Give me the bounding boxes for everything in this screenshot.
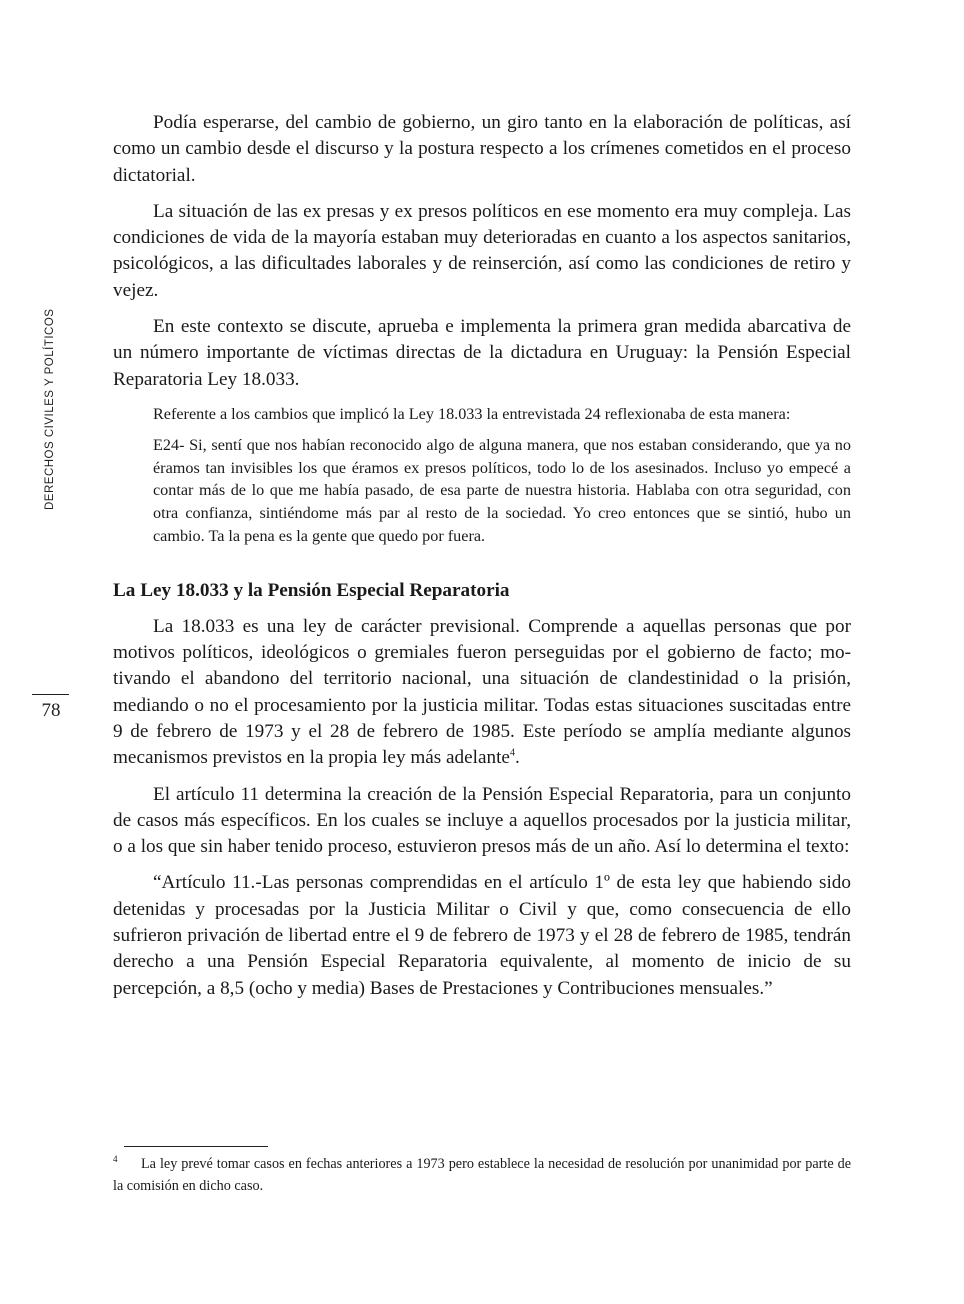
section-paragraph-1 [113, 614, 851, 772]
paragraph-3: En este contexto se discute, aprueba e implementa la primera gran medida abarcativa de un número importante de víctimas directas de la dictadura en Uruguay: la Pensión Especial Reparatoria Ley 18.033. [113, 316, 851, 390]
quote-intro: Referente a los cambios que implicó la Ley 18.033 la entrevistada 24 reflexionaba de esta manera: [153, 404, 791, 423]
footnote-rule [124, 1146, 268, 1147]
section-paragraph-3: “Artículo 11.-Las personas comprendidas en el artículo 1º de esta ley que habiendo sido detenidas y procesadas por la Justicia Militar o Civil y que, como consecuencia de ello sufrieron privación de libertad entre el 9 de febrero de 1973 y el 28 de febrero de 1985, tendrán derecho a una Pensión Especial Reparatoria equivalente, al momento de inicio de su percepción, a 8,5 (ocho y media) Bases de Prestaciones y Contribuciones mensuales.” [113, 872, 851, 999]
interview-quote-block [113, 403, 851, 548]
footnote-reference[interactable]: 4 [509, 747, 515, 759]
paragraph-2: La situación de las ex presas y ex presos políticos en ese momento era muy compleja. Las condiciones de vida de la mayoría estaban muy deterioradas en cuanto a los aspectos sanitarios, psicológicos, a las dificultades laborales y de reinserción, así como las condiciones de retiro y vejez. [113, 200, 851, 301]
footnote-text: La ley prevé tomar casos en fechas anteriores a 1973 pero establece la necesidad de resolución por unanimidad por parte de la comisión en dicho caso. [113, 1156, 851, 1194]
quote-text: E24- Si, sentí que nos habían reconocido algo de alguna manera, que nos estaban considerando, que ya no éramos tan invisibles los que éramos ex presos políticos, todo lo de los asesinados. Incluso yo empecé a contar más de lo que me había pasado, de esa parte de nuestra historia. Hablaba con otra seguridad, con otra confianza, sintiéndome más par al resto de la sociedad. Yo creo entonces que se sintió, hubo un cambio. Ta la pena es la gente que quedo por fuera. [153, 435, 851, 545]
section-heading: La Ley 18.033 y la Pensión Especial Reparatoria [113, 579, 510, 601]
paragraph-1: Podía esperarse, del cambio de gobierno, un giro tanto en la elaboración de políticas, así como un cambio desde el discurso y la postura respecto a los crímenes cometidos en el proceso dictatorial. [113, 112, 851, 186]
section-paragraph-2: El artículo 11 determina la creación de la Pensión Especial Reparatoria, para un conjunto de casos más específicos. En los cuales se incluye a aquellos procesados por la justicia militar, o a los que sin haber tenido proceso, estuvieron presos más de un año. Así lo determina el texto: [113, 783, 851, 858]
page-number: 78 [41, 700, 61, 721]
section-paragraph-1-end: . [514, 747, 520, 769]
running-head: DERECHOS CIVILES Y POLÍTICOS [44, 308, 56, 510]
footnote: 4 La ley prevé tomar casos en fechas anteriores a 1973 pero establece la necesidad de resolución por unanimidad por parte de la comisión en dicho caso. [113, 1154, 851, 1194]
page-number-rule [32, 694, 69, 695]
section-paragraph-1-text: La 18.033 es una ley de carácter previsional. Comprende a aquellas personas que por motivos políticos, ideológicos o gremiales fueron perseguidas por el gobierno de facto; motivando el abandono del territorio nacional, una situación de clandestinidad o la prisión, mediando o no el procesamiento por la justicia militar. Todas estas situaciones suscitadas entre 9 de febrero de 1973 y el 28 de febrero de 1985. Este período se amplía mediante algunos mecanismos previstos en la propia ley más adelante [113, 615, 851, 769]
body-text [113, 110, 851, 1012]
